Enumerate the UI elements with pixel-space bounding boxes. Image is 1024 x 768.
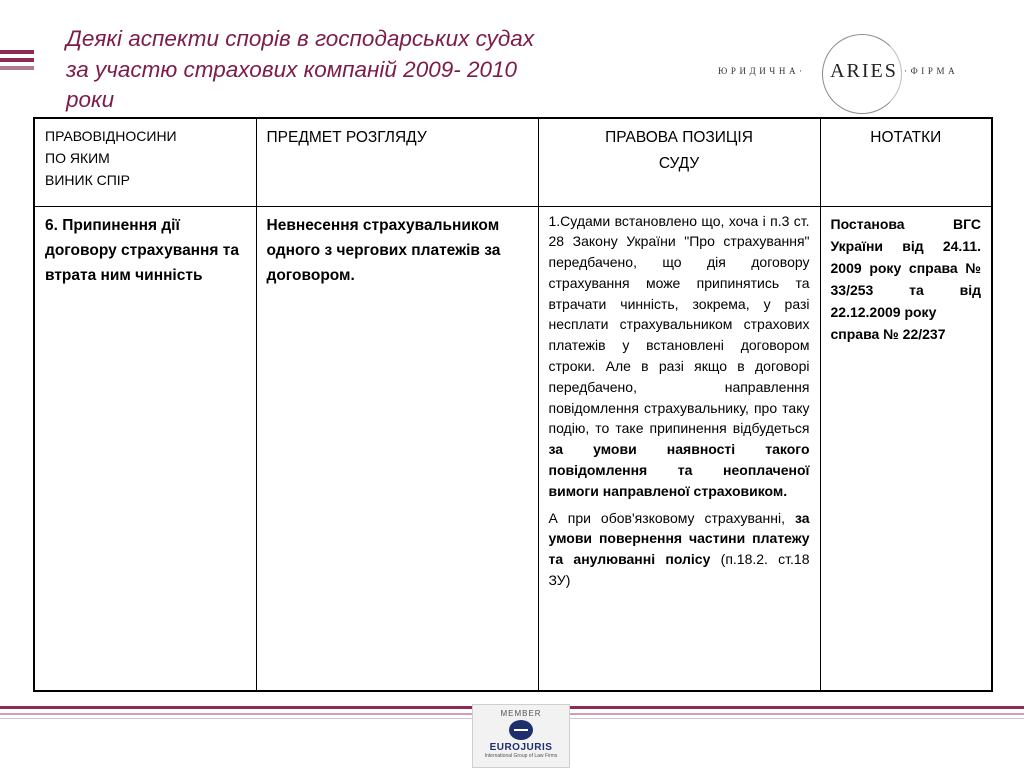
aries-logo: [714, 32, 976, 112]
logo-right-text: ·ФІРМА: [904, 66, 959, 76]
decorative-bars-icon: [0, 50, 34, 74]
table-header-row: [34, 118, 992, 206]
logo-left-text: ЮРИДИЧНА·: [718, 66, 806, 76]
cell-legal-position: 1.Судами встановлено що, хоча і п.3 ст. 28 Закону України "Про страхування" передбачено, що дія договору страхування може припинятись та втрачати чинність, зокрема, у разі несплати страхувальником страхових платежів у встановлені договором строки. Але в разі якщо в договорі передбачено, направлення повідомлення страхувальнику, про таку подію, то таке припинення відбудеться за умови наявності такого повідомлення та неоплаченої вимоги направленої страховиком. А при обов'язковому страхуванні, за умови повернення частини платежу та анулюванні полісу (п.18.2. ст.18 ЗУ): [538, 206, 820, 691]
eurojuris-name: EUROJURIS: [489, 742, 553, 753]
eurojuris-emblem-icon: [509, 720, 533, 740]
eurojuris-subtitle: International Group of Law Firms: [484, 753, 558, 759]
slide-title: [66, 24, 666, 116]
header-relations: ПРАВОВІДНОСИНИ ПО ЯКИМ ВИНИК СПІР: [34, 118, 256, 206]
header-notes: НОТАТКИ: [820, 118, 992, 206]
title-line-3: роки: [66, 87, 115, 112]
disputes-table: [33, 117, 993, 692]
member-label: MEMBER: [500, 709, 542, 718]
title-line-1: Деякі аспекти спорів в господарських судах: [66, 26, 535, 51]
logo-word: ARIES: [830, 60, 898, 82]
header-legal-position: ПРАВОВА ПОЗИЦІЯ СУДУ: [538, 118, 820, 206]
eurojuris-badge: [472, 704, 570, 768]
title-line-2: за участю страхових компаній 2009- 2010: [66, 56, 518, 82]
table-row: [34, 206, 992, 691]
cell-relations: 6. Припинення дії договору страхування та втрата ним чинність: [34, 206, 256, 691]
header-subject: ПРЕДМЕТ РОЗГЛЯДУ: [256, 118, 538, 206]
cell-subject: Невнесення страхувальником одного з чергових платежів за договором.: [256, 206, 538, 691]
cell-notes: Постанова ВГС України від 24.11. 2009 року справа № 33/253 та від 22.12.2009 року справа № 22/237: [820, 206, 992, 691]
